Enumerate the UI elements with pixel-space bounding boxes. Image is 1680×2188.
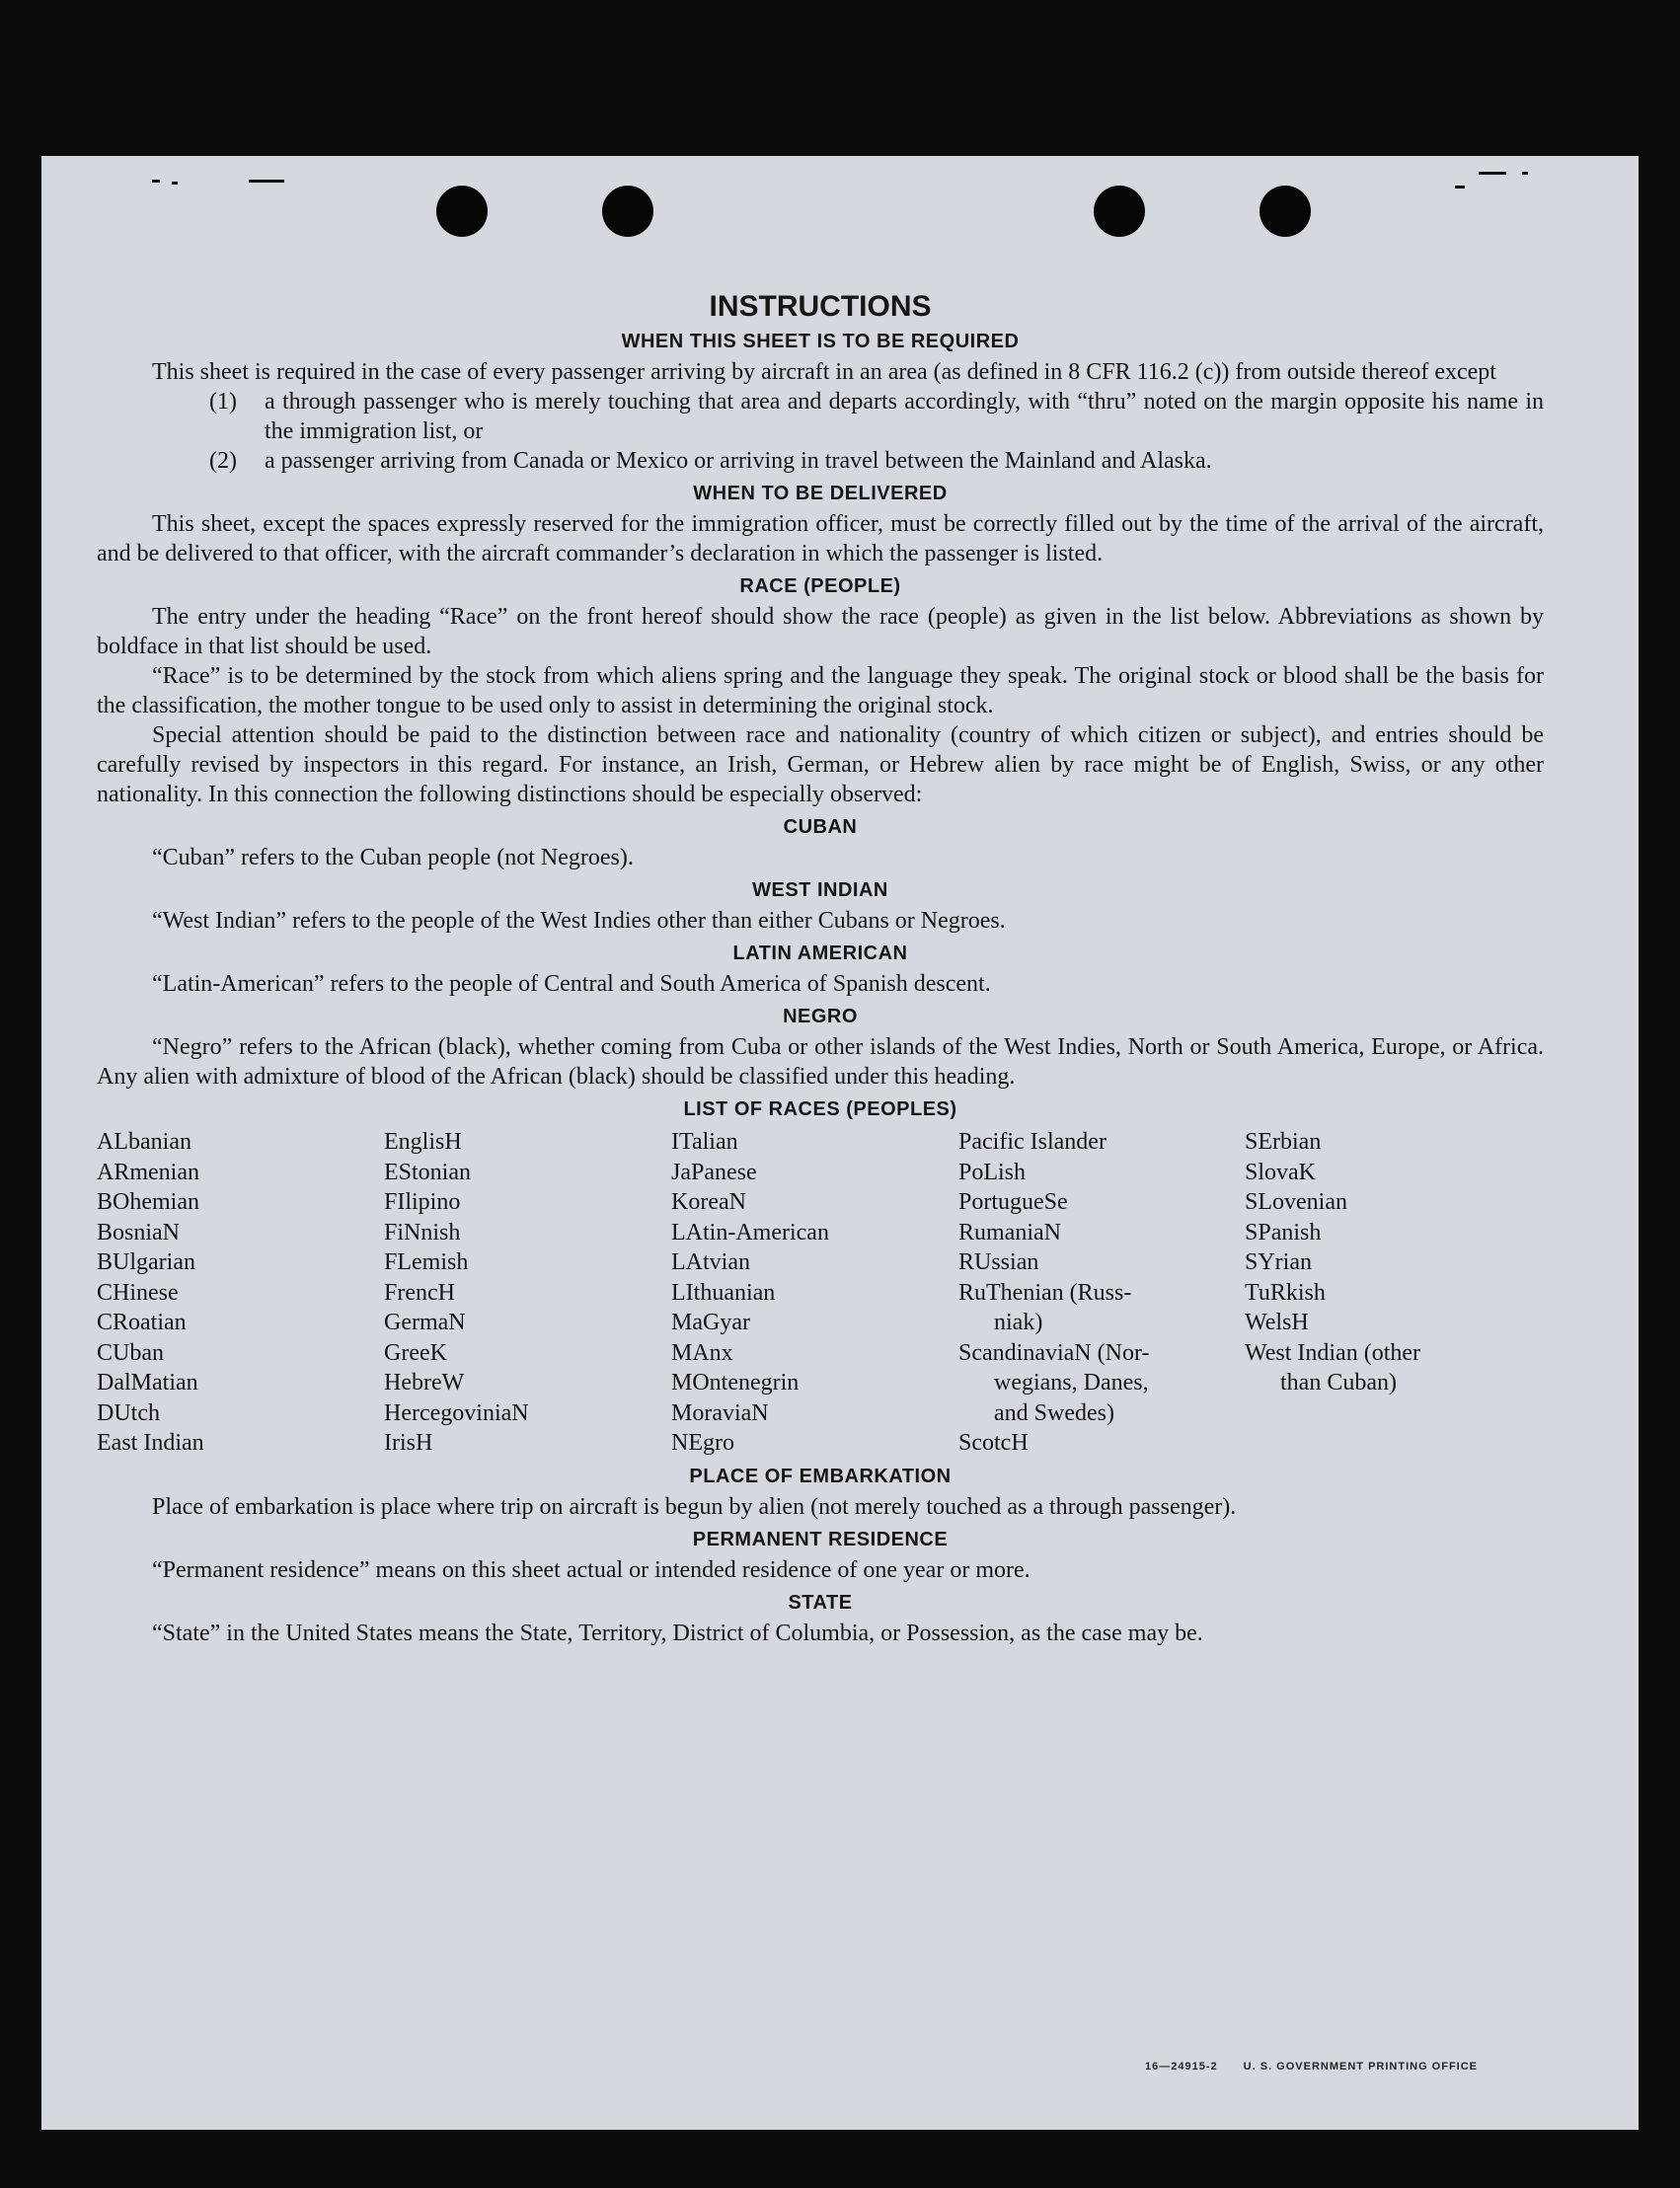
exception-item: [209, 387, 1544, 446]
race-entry: CUban: [97, 1339, 164, 1366]
race-entry: LAtin-American: [671, 1219, 829, 1245]
race-entry: LIthuanian: [671, 1279, 776, 1306]
race-list: [97, 1127, 1544, 1459]
race-entry: MoraviaN: [671, 1399, 769, 1426]
exception-text: a passenger arriving from Canada or Mexico or arriving in travel between the Mainland and Alaska.: [265, 448, 1212, 474]
section-heading-list-of-races: LIST OF RACES (PEOPLES): [683, 1098, 957, 1120]
section-heading-latin-american: LATIN AMERICAN: [732, 943, 908, 964]
race-entry: DalMatian: [97, 1370, 198, 1396]
race-entry: SErbian: [1245, 1129, 1322, 1155]
delivered-text: This sheet, except the spaces expressly reserved for the immigration officer, must be correctly filled out by the time of the arrival of the aircraft, and be delivered to that officer, with the aircraft commander’s declaration in which the passenger is listed.: [97, 511, 1544, 566]
race-entry: WelsH: [1245, 1310, 1309, 1335]
section-heading-race: RACE (PEOPLE): [739, 575, 901, 597]
race-entry: FiNnish: [384, 1219, 461, 1245]
section-heading-state: STATE: [788, 1591, 853, 1614]
race-paragraph: Special attention should be paid to the distinction between race and nationality (country of which citizen or subject), and entries should be carefully revised by inspectors in this regard. For instance, an Irish, German, or Hebrew alien by race might be of English, Swiss, or any other nationality. In this connection the following distinctions should be especially observed:: [97, 722, 1544, 807]
race-entry: ScandinaviaN (Nor-: [958, 1339, 1150, 1366]
exception-item: [209, 446, 1544, 476]
race-entry: EnglisH: [384, 1129, 462, 1155]
document-sheet: [41, 156, 1639, 2130]
race-entry: FIlipino: [384, 1189, 461, 1215]
race-entry: FLemish: [384, 1249, 469, 1275]
race-entry: East Indian: [97, 1430, 204, 1456]
race-entry: wegians, Danes,: [994, 1370, 1149, 1396]
race-entry: LAtvian: [671, 1249, 750, 1275]
race-entry: SlovaK: [1245, 1159, 1316, 1185]
section-heading-west-indian: WEST INDIAN: [752, 879, 888, 901]
race-entry: than Cuban): [1280, 1370, 1397, 1396]
race-entry: CHinese: [97, 1279, 179, 1306]
printer-imprint: [1145, 2061, 1478, 2073]
race-entry: TuRkish: [1245, 1279, 1326, 1306]
race-entry: BosniaN: [97, 1219, 180, 1245]
race-entry: CRoatian: [97, 1310, 187, 1335]
race-column: [97, 1127, 384, 1459]
race-entry: MOntenegrin: [671, 1370, 800, 1396]
race-column: [958, 1127, 1245, 1459]
race-entry: KoreaN: [671, 1189, 746, 1215]
race-entry: HercegoviniaN: [384, 1399, 529, 1426]
race-entry: ALbanian: [97, 1129, 191, 1155]
residence-text: “Permanent residence” means on this sheet actual or intended residence of one year or more.: [152, 1556, 1031, 1583]
race-entry: NEgro: [671, 1430, 734, 1456]
scan-mark: [152, 180, 160, 183]
exception-number: (1): [209, 389, 237, 415]
race-entry: BUlgarian: [97, 1249, 195, 1275]
race-entry: SYrian: [1245, 1249, 1312, 1275]
race-column: [384, 1127, 671, 1459]
negro-text: “Negro” refers to the African (black), whether coming from Cuba or other islands of the West Indies, North or South America, Europe, or Africa. Any alien with admixture of blood of the African (black) should be classified under this heading.: [97, 1034, 1544, 1090]
scan-mark: [1522, 172, 1528, 175]
race-entry: RUssian: [958, 1249, 1039, 1275]
race-entry: West Indian (other: [1245, 1339, 1421, 1366]
exception-text: a through passenger who is merely touching that area and departs accordingly, with “thru” noted on the margin opposite his name in the immigration list, or: [265, 389, 1544, 444]
race-entry: GreeK: [384, 1339, 447, 1366]
cuban-text: “Cuban” refers to the Cuban people (not Negroes).: [152, 845, 634, 870]
state-text: “State” in the United States means the State, Territory, District of Columbia, or Possession, as the case may be.: [152, 1620, 1203, 1646]
printer-name: U. S. GOVERNMENT PRINTING OFFICE: [1243, 2061, 1479, 2073]
scan-mark: [1479, 172, 1506, 175]
page-title: INSTRUCTIONS: [709, 290, 932, 323]
latin-american-text: “Latin-American” refers to the people of Central and South America of Spanish descent.: [152, 971, 991, 997]
exception-number: (2): [209, 448, 237, 474]
punch-hole: [1260, 186, 1311, 237]
race-entry: GermaN: [384, 1310, 466, 1335]
section-heading-required: WHEN THIS SHEET IS TO BE REQUIRED: [621, 331, 1020, 352]
race-entry: ITalian: [671, 1129, 738, 1155]
required-intro: This sheet is required in the case of every passenger arriving by aircraft in an area (as defined in 8 CFR 116.2 (c)) from outside thereof except: [152, 359, 1496, 385]
section-heading-embarkation: PLACE OF EMBARKATION: [689, 1465, 952, 1487]
west-indian-text: “West Indian” refers to the people of the West Indies other than either Cubans or Negroes.: [152, 908, 1006, 934]
race-entry: DUtch: [97, 1399, 160, 1426]
race-entry: HebreW: [384, 1370, 465, 1396]
race-paragraph: “Race” is to be determined by the stock from which aliens spring and the language they speak. The original stock or blood shall be the basis for the classification, the mother tongue to be used only to assist in determining the original stock.: [97, 663, 1544, 718]
section-heading-residence: PERMANENT RESIDENCE: [692, 1528, 949, 1550]
race-column: [671, 1127, 958, 1459]
race-entry: PoLish: [958, 1159, 1027, 1185]
scan-mark: [249, 180, 284, 183]
race-entry: RumaniaN: [958, 1219, 1061, 1245]
scan-mark: [1455, 186, 1465, 189]
race-entry: and Swedes): [994, 1399, 1114, 1426]
punch-hole: [602, 186, 653, 237]
instructions-content: [97, 290, 1544, 1648]
scan-mark: [172, 182, 178, 185]
section-heading-delivered: WHEN TO BE DELIVERED: [693, 483, 948, 504]
punch-hole: [1094, 186, 1145, 237]
race-entry: Pacific Islander: [958, 1129, 1107, 1155]
race-entry: SLovenian: [1245, 1189, 1347, 1215]
race-entry: ARmenian: [97, 1159, 199, 1185]
race-entry: SPanish: [1245, 1219, 1322, 1245]
race-entry: MAnx: [671, 1339, 733, 1366]
race-column: [1245, 1127, 1541, 1459]
section-heading-cuban: CUBAN: [783, 816, 858, 838]
race-entry: EStonian: [384, 1159, 471, 1185]
race-entry: RuThenian (Russ-: [958, 1279, 1132, 1306]
race-entry: FrencH: [384, 1279, 455, 1306]
race-entry: IrisH: [384, 1430, 433, 1456]
race-paragraph: The entry under the heading “Race” on the front hereof should show the race (people) as given in the list below. Abbreviations as shown by boldface in that list should be used.: [97, 604, 1544, 659]
section-heading-negro: NEGRO: [783, 1006, 858, 1027]
race-entry: niak): [994, 1310, 1043, 1335]
race-entry: PortugueSe: [958, 1189, 1068, 1215]
race-entry: JaPanese: [671, 1159, 757, 1185]
form-number: 16—24915-2: [1145, 2061, 1218, 2073]
race-entry: MaGyar: [671, 1310, 750, 1335]
race-entry: ScotcH: [958, 1430, 1029, 1456]
embarkation-text: Place of embarkation is place where trip on aircraft is begun by alien (not merely touched as a through passenger).: [152, 1493, 1237, 1520]
race-entry: BOhemian: [97, 1189, 199, 1215]
punch-hole: [436, 186, 488, 237]
